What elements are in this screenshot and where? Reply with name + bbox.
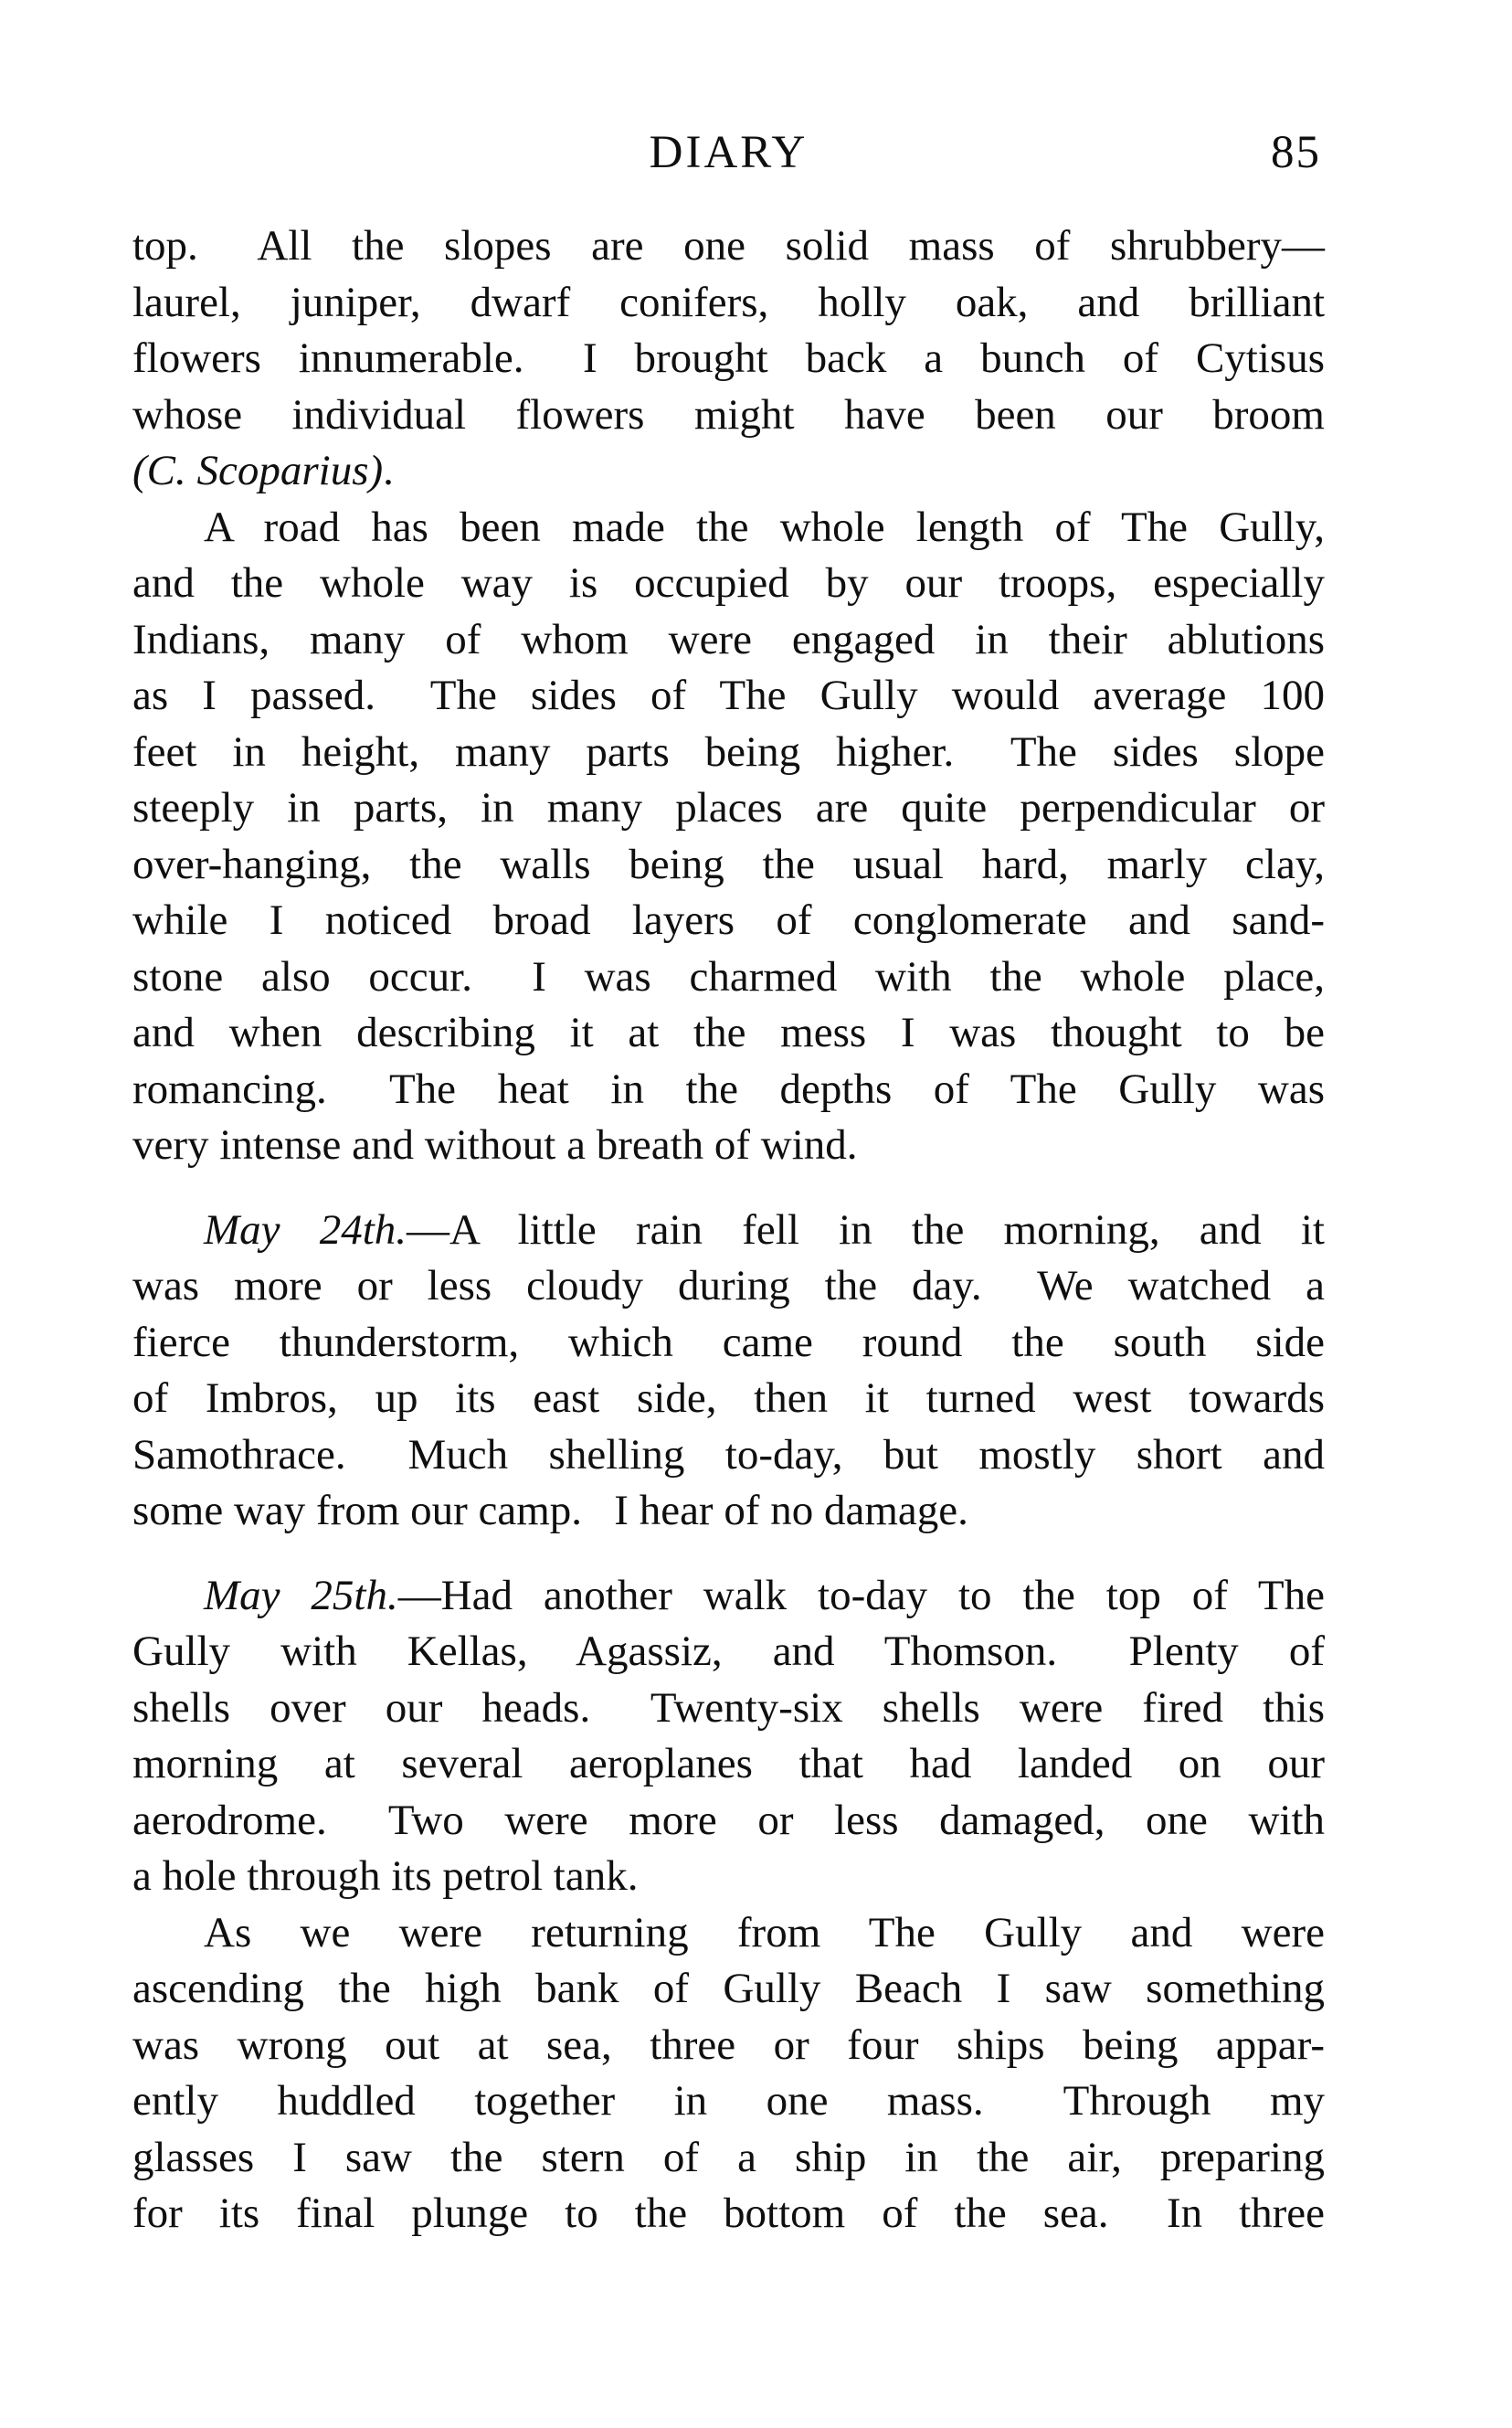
text-line: as I passed. The sides of The Gully would average 100	[132, 672, 1325, 719]
text-line: Indians, many of whom were engaged in their ablutions	[132, 615, 1325, 663]
text-line: fierce thunderstorm, which came round the south side	[132, 1318, 1325, 1366]
text-line: of Imbros, up its east side, then it turned west towards	[132, 1374, 1325, 1422]
running-title: DIARY	[649, 127, 809, 178]
paragraph	[132, 1203, 1325, 1540]
text-line: Gully with Kellas, Agassiz, and Thomson. Plenty of	[132, 1628, 1325, 1675]
text-line: for its final plunge to the bottom of the sea. In three	[132, 2189, 1325, 2237]
paragraph	[132, 500, 1325, 1174]
text-line: May 24th.—A little rain fell in the morning, and it	[204, 1205, 1325, 1254]
text-line: A road has been made the whole length of The Gully,	[204, 503, 1325, 551]
text-line: ascending the high bank of Gully Beach I saw something	[132, 1965, 1325, 2012]
text-line: steeply in parts, in many places are quite perpendicular or	[132, 784, 1325, 832]
text-block	[132, 218, 1325, 2242]
text-line: very intense and without a breath of wind.	[132, 1121, 858, 1169]
page-header	[132, 127, 1325, 178]
text-line: some way from our camp. I hear of no damage.	[132, 1487, 968, 1534]
text-line: a hole through its petrol tank.	[132, 1852, 639, 1900]
text-line: shells over our heads. Twenty-six shells were fired this	[132, 1683, 1325, 1732]
text-line: As we were returning from The Gully and were	[204, 1908, 1325, 1956]
text-line: while I noticed broad layers of conglomerate and sand-	[132, 896, 1325, 944]
text-line: romancing. The heat in the depths of The Gully was	[132, 1065, 1325, 1113]
text-line: whose individual flowers might have been our broom	[132, 390, 1325, 439]
text-line: laurel, juniper, dwarf conifers, holly oak, and brilliant	[132, 278, 1325, 326]
page-number: 85	[1271, 127, 1321, 178]
text-line: (C. Scoparius).	[132, 447, 394, 494]
text-line: top. All the slopes are one solid mass of shrubbery—	[132, 222, 1325, 270]
text-line: glasses I saw the stern of a ship in the air, preparing	[132, 2133, 1325, 2181]
text-line: and the whole way is occupied by our troops, especially	[132, 559, 1325, 607]
italic-text: May 25th.	[204, 1571, 398, 1619]
italic-text: (C. Scoparius)	[132, 447, 384, 494]
text-line: flowers innumerable. I brought back a bunch of Cytisus	[132, 334, 1325, 382]
paragraph	[132, 218, 1325, 500]
italic-text: May 24th.	[204, 1205, 407, 1254]
text-line: May 25th.—Had another walk to-day to the top of The	[204, 1571, 1326, 1619]
text-line: morning at several aeroplanes that had landed on our	[132, 1740, 1325, 1787]
text-line: was wrong out at sea, three or four ships being appar-	[132, 2020, 1325, 2069]
text-line: was more or less cloudy during the day. We watched a	[132, 1262, 1325, 1309]
text-line: aerodrome. Two were more or less damaged, one with	[132, 1796, 1325, 1844]
text-line: ently huddled together in one mass. Through my	[132, 2077, 1325, 2125]
paragraph	[132, 1568, 1325, 1905]
text-line: stone also occur. I was charmed with the whole place,	[132, 952, 1325, 1001]
text-line: Samothrace. Much shelling to-day, but mostly short and	[132, 1430, 1325, 1479]
text-line: feet in height, many parts being higher. The sides slope	[132, 727, 1325, 776]
text-line: over-hanging, the walls being the usual hard, marly clay,	[132, 840, 1325, 888]
paragraph	[132, 1905, 1325, 2242]
text-line: and when describing it at the mess I was thought to be	[132, 1009, 1325, 1056]
